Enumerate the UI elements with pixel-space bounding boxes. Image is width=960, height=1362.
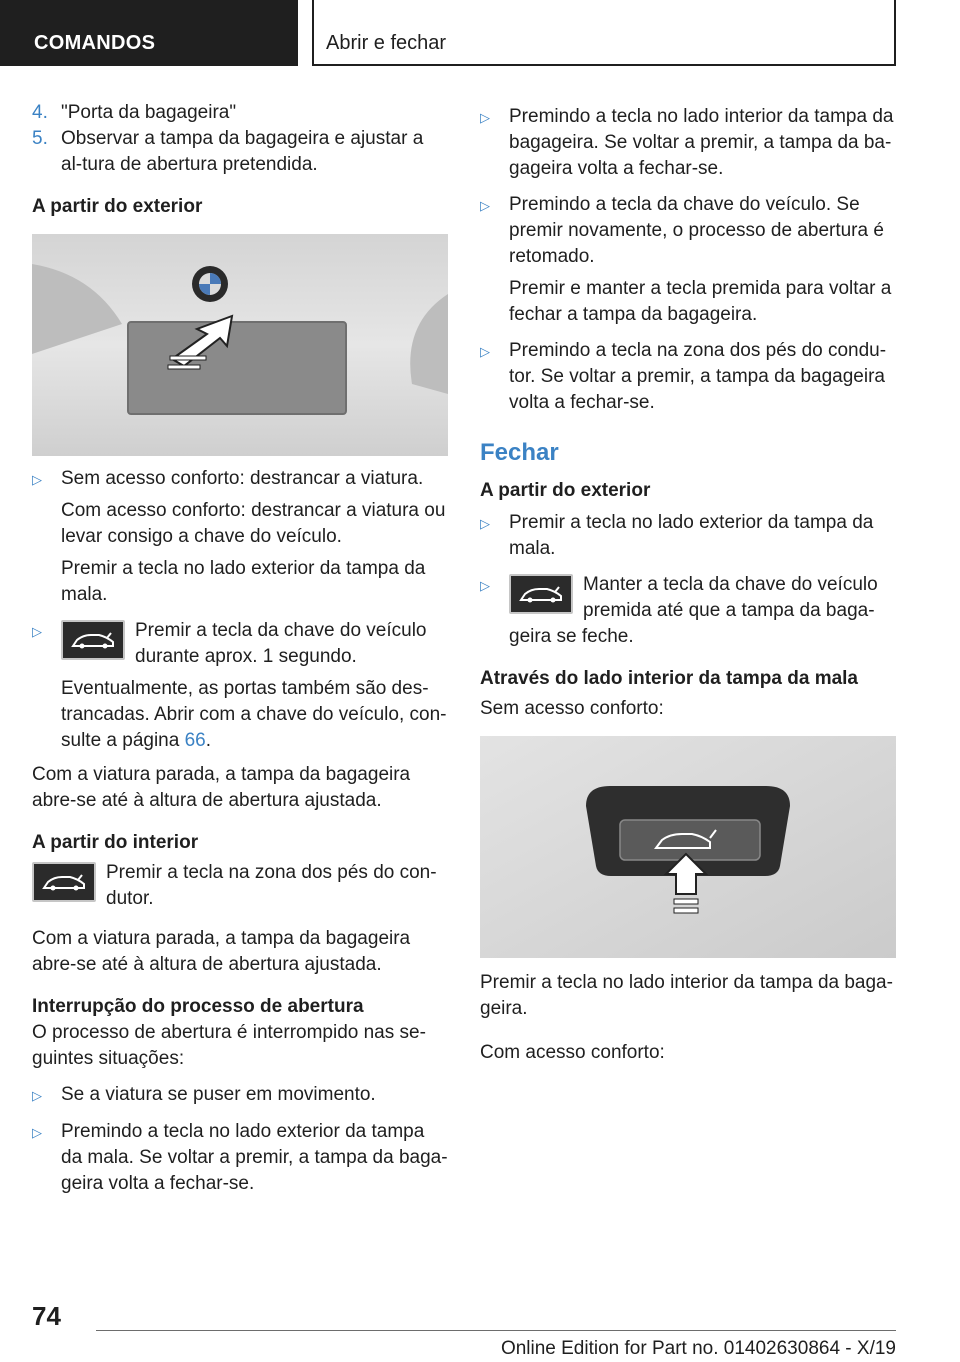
bullet-item	[480, 338, 896, 416]
subheading-interior: A partir do interior	[32, 832, 199, 853]
bullet-item	[32, 466, 448, 608]
paragraph: Com a viatura parada, a tampa da bagageira abre-se até à altura de abertura ajustada.	[32, 928, 411, 975]
step-4	[32, 100, 448, 126]
right-column	[480, 100, 896, 1066]
triangle-bullet-icon: ▷	[32, 624, 42, 639]
paragraph: Com a viatura parada, a tampa da bagageira abre-se até à altura de abertura ajustada.	[32, 764, 411, 811]
section-heading-fechar: Fechar	[480, 439, 559, 466]
triangle-bullet-icon: ▷	[480, 110, 490, 125]
bullet-item	[32, 1082, 448, 1109]
page-header	[0, 0, 960, 66]
footer-divider	[96, 1330, 896, 1331]
bullet-text: Eventualmente, as portas também são des-trancadas. Abrir com a chave do veículo, con-sulte a página 66.	[61, 678, 447, 751]
bullet-item	[480, 104, 896, 182]
bullet-item	[32, 618, 448, 754]
interior-icon-line	[32, 860, 448, 912]
bullet-item	[480, 572, 896, 624]
triangle-bullet-icon: ▷	[480, 344, 490, 359]
trunk-exterior-photo	[32, 234, 448, 456]
step-text: "Porta da bagageira"	[61, 102, 237, 123]
paragraph: Premir a tecla na zona dos pés do con-dutor.	[106, 862, 437, 909]
bullet-text: Premindo a tecla no lado exterior da tampa da mala. Se voltar a premir, a tampa da baga-geira volta a fechar-se.	[61, 1121, 448, 1194]
bullet-text: geira se feche.	[509, 626, 634, 647]
step-number: 5.	[32, 128, 48, 149]
bullet-item	[32, 1119, 448, 1197]
triangle-bullet-icon: ▷	[480, 578, 490, 593]
bullet-text: Com acesso conforto: destrancar a viatura ou levar consigo a chave do veículo.	[61, 500, 446, 547]
step-text: Observar a tampa da bagageira e ajustar a al-tura de abertura pretendida.	[61, 128, 424, 175]
paragraph: O processo de abertura é interrompido nas se-guintes situações:	[32, 1022, 426, 1069]
triangle-bullet-icon: ▷	[480, 516, 490, 531]
bullet-text: Manter a tecla da chave do veículo premida até que a tampa da baga-	[583, 574, 878, 621]
triangle-bullet-icon: ▷	[480, 198, 490, 213]
bullet-text: Premir a tecla no lado exterior da tampa da mala.	[509, 512, 874, 559]
subheading-interior-tampa: Através do lado interior da tampa da mala	[480, 668, 858, 689]
trunk-illustration	[32, 234, 448, 456]
step-number: 4.	[32, 102, 48, 123]
subheading-exterior: A partir do exterior	[480, 480, 651, 501]
page-number: 74	[32, 1301, 61, 1331]
car-trunk-key-icon	[509, 574, 573, 614]
bullet-text: Premindo a tecla no lado interior da tampa da bagageira. Se voltar a premir, a tampa da ba-gageira volta a fechar-se.	[509, 106, 894, 179]
paragraph: Com acesso conforto:	[480, 1042, 665, 1063]
interior-button-illustration	[480, 736, 896, 958]
bullet-text: Premindo a tecla da chave do veículo. Se premir novamente, o processo de abertura é retomado.	[509, 194, 884, 267]
subheading-interruption: Interrupção do processo de abertura	[32, 996, 364, 1017]
bullet-text: Premir a tecla da chave do veículo durante aprox. 1 segundo.	[135, 620, 427, 667]
bullet-item	[480, 510, 896, 562]
subheading-exterior: A partir do exterior	[32, 196, 203, 217]
paragraph: Sem acesso conforto:	[480, 698, 664, 719]
page-link[interactable]: 66	[184, 730, 206, 751]
bullet-text: Se a viatura se puser em movimento.	[61, 1084, 376, 1105]
bullet-text: Sem acesso conforto: destrancar a viatura.	[61, 468, 424, 489]
bullet-item	[480, 192, 896, 328]
paragraph: Premir a tecla no lado interior da tampa da baga-geira.	[480, 972, 893, 1019]
triangle-bullet-icon: ▷	[32, 1125, 42, 1140]
interior-button-photo	[480, 736, 896, 958]
page-title: Abrir e fechar	[312, 0, 896, 66]
bullet-text: Premir a tecla no lado exterior da tampa da mala.	[61, 558, 426, 605]
car-trunk-key-icon	[32, 862, 96, 902]
bullet-text: Premir e manter a tecla premida para voltar a fechar a tampa da bagageira.	[509, 278, 892, 325]
triangle-bullet-icon: ▷	[32, 472, 42, 487]
step-5	[32, 126, 448, 178]
car-trunk-key-icon	[61, 620, 125, 660]
triangle-bullet-icon: ▷	[32, 1088, 42, 1103]
bullet-text: Premindo a tecla na zona dos pés do condu-tor. Se voltar a premir, a tampa da bagageira volta a fechar-se.	[509, 340, 887, 413]
section-tab: COMANDOS	[0, 0, 298, 66]
footer-edition: Online Edition for Part no. 01402630864 - X/19	[500, 1338, 896, 1359]
left-column	[32, 100, 448, 1197]
